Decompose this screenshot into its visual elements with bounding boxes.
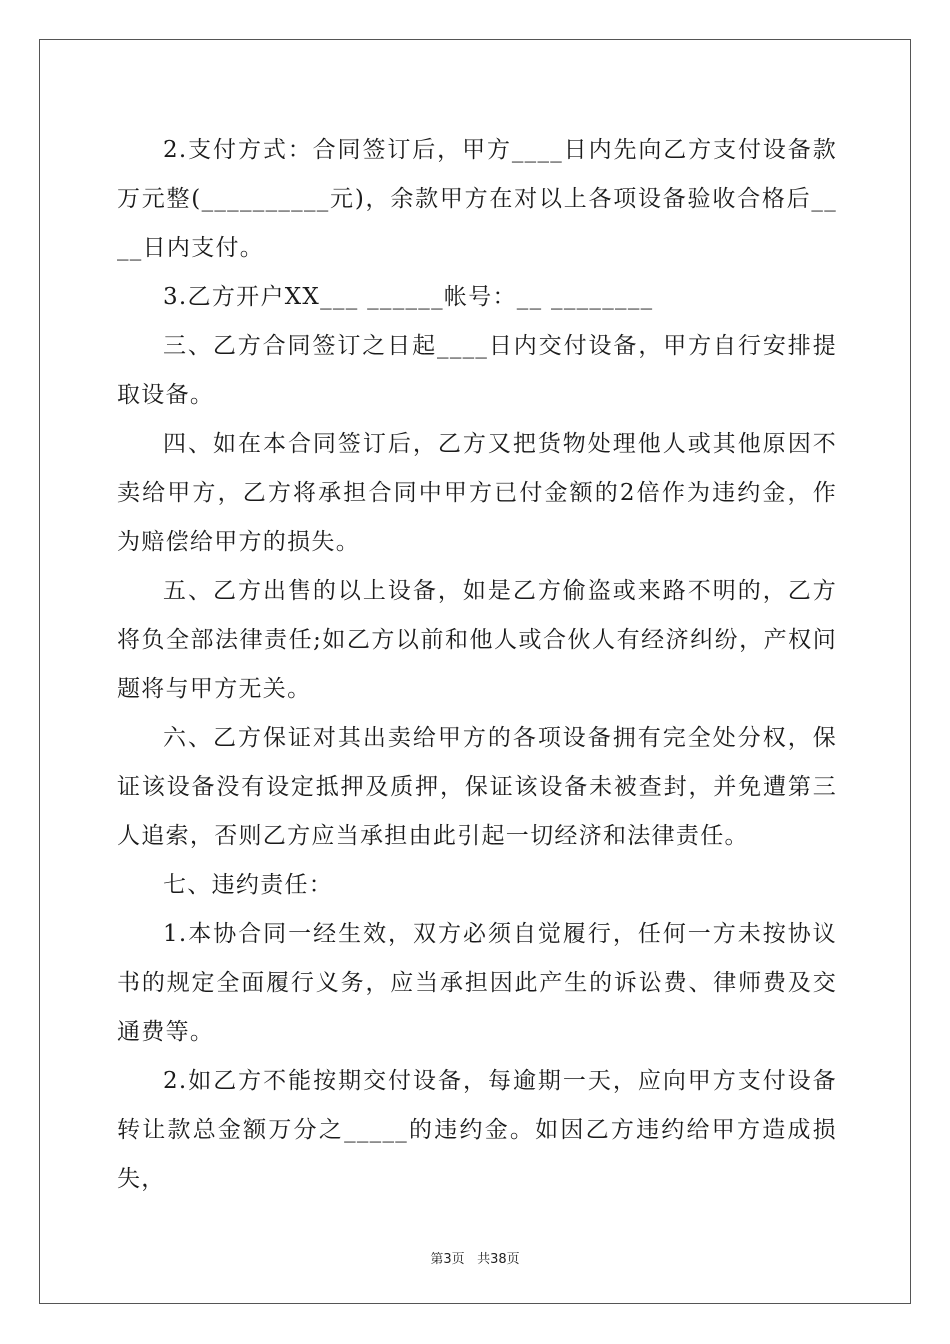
paragraph-payment-method: 2.支付方式：合同签订后，甲方____日内先向乙方支付设备款万元整(__________元)，余款甲方在对以上各项设备验收合格后____日内支付。 [117, 137, 837, 261]
paragraph-section-3: 三、乙方合同签订之日起____日内交付设备，甲方自行安排提取设备。 [117, 333, 837, 408]
page-footer [0, 1248, 950, 1267]
paragraph-section-6: 六、乙方保证对其出卖给甲方的各项设备拥有完全处分权，保证该设备没有设定抵押及质押，保证该设备未被查封，并免遭第三人追索，否则乙方应当承担由此引起一切经济和法律责任。 [117, 725, 837, 849]
paragraph-breach-1: 1.本协合同一经生效，双方必须自觉履行，任何一方未按协议书的规定全面履行义务，应当承担因此产生的诉讼费、律师费及交通费等。 [117, 921, 837, 1045]
current-page-label: 第3页 [430, 1252, 465, 1267]
document-body [117, 126, 837, 1204]
paragraph-section-4: 四、如在本合同签订后，乙方又把货物处理他人或其他原因不卖给甲方，乙方将承担合同中甲方已付金额的2倍作为违约金，作为赔偿给甲方的损失。 [117, 431, 837, 555]
paragraph-breach-2: 2.如乙方不能按期交付设备，每逾期一天，应向甲方支付设备转让款总金额万分之_____的违约金。如因乙方违约给甲方造成损失， [117, 1068, 837, 1192]
paragraph-section-5: 五、乙方出售的以上设备，如是乙方偷盗或来路不明的，乙方将负全部法律责任;如乙方以前和他人或合伙人有经济纠纷，产权问题将与甲方无关。 [117, 578, 837, 702]
paragraph-section-7-heading: 七、违约责任： [163, 872, 334, 898]
total-pages-label: 共38页 [477, 1252, 520, 1267]
paragraph-bank-account: 3.乙方开户XX___ ______帐号：__ ________ [163, 284, 654, 310]
